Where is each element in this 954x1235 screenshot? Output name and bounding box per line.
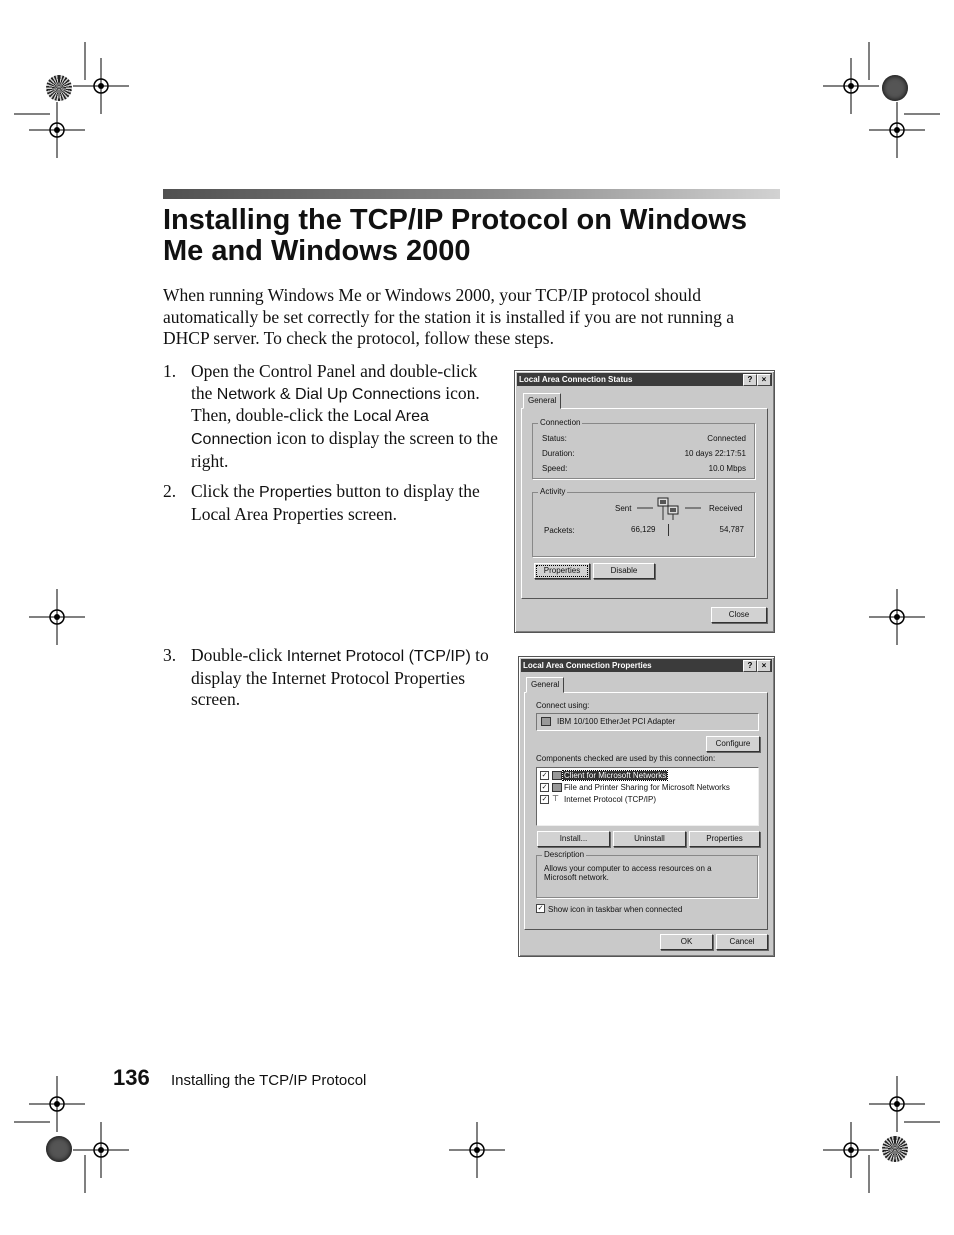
network-adapter-icon xyxy=(541,717,551,726)
connection-properties-dialog xyxy=(518,656,775,957)
component-properties-button[interactable]: Properties xyxy=(689,831,760,847)
step-number: 1. xyxy=(163,361,177,381)
divider xyxy=(668,524,669,536)
adapter-name: IBM 10/100 EtherJet PCI Adapter xyxy=(557,717,676,726)
section-header-bar xyxy=(163,189,780,199)
running-footer-title: Installing the TCP/IP Protocol xyxy=(171,1072,367,1089)
ok-button[interactable]: OK xyxy=(660,934,713,950)
duration-label: Duration: xyxy=(542,449,575,458)
color-wheel-mark xyxy=(882,75,908,101)
help-button[interactable]: ? xyxy=(743,660,757,672)
checkbox[interactable]: ✓ xyxy=(541,796,548,803)
dialog-title: Local Area Connection Status xyxy=(519,375,633,384)
window-close-button[interactable]: × xyxy=(757,374,771,386)
install-button[interactable]: Install... xyxy=(537,831,610,847)
group-label: Activity xyxy=(540,487,566,496)
tab-general[interactable]: General xyxy=(526,677,564,693)
window-close-button[interactable]: × xyxy=(757,660,771,672)
packets-received-value: 54,787 xyxy=(719,525,744,534)
components-list[interactable] xyxy=(536,767,759,826)
step-number: 2. xyxy=(163,481,177,501)
page-title: Installing the TCP/IP Protocol on Windows Me and Windows 2000 xyxy=(163,204,748,267)
color-wheel-mark xyxy=(46,75,72,101)
ui-term: Network & Dial Up Connections xyxy=(216,385,441,403)
uninstall-button[interactable]: Uninstall xyxy=(613,831,686,847)
packets-sent-value: 66,129 xyxy=(631,525,656,534)
close-button[interactable]: Close xyxy=(711,607,767,623)
speed-value: 10.0 Mbps xyxy=(708,464,746,473)
adapter-field xyxy=(536,713,759,731)
protocol-icon: ⊤ xyxy=(552,794,559,803)
ui-term: Local Area Connection xyxy=(191,408,429,449)
client-icon xyxy=(552,771,562,780)
step-2 xyxy=(163,481,498,525)
step-text: icon to display the screen to the right. xyxy=(191,428,498,471)
dialog-title: Local Area Connection Properties xyxy=(523,661,652,670)
cancel-button[interactable]: Cancel xyxy=(716,934,768,950)
checkbox[interactable]: ✓ xyxy=(541,784,548,791)
description-text: Allows your computer to access resources on a Microsoft network. xyxy=(544,864,712,882)
ui-term: Properties xyxy=(259,484,332,501)
group-label: Description xyxy=(544,850,585,859)
components-label: Components checked are used by this connection: xyxy=(536,754,716,763)
component-label: Internet Protocol (TCP/IP) xyxy=(564,795,657,804)
configure-button[interactable]: Configure xyxy=(706,736,760,752)
component-label: Client for Microsoft Networks xyxy=(564,771,667,780)
ui-term: Internet Protocol (TCP/IP) xyxy=(286,648,471,665)
connection-status-dialog xyxy=(514,370,775,633)
packets-label: Packets: xyxy=(544,526,575,535)
help-button[interactable]: ? xyxy=(743,374,757,386)
dialog-titlebar xyxy=(521,659,772,672)
duration-value: 10 days 22:17:51 xyxy=(684,449,746,458)
step-text: Double-click xyxy=(191,645,287,665)
color-wheel-mark xyxy=(46,1136,72,1162)
step-3 xyxy=(163,645,498,711)
list-item[interactable] xyxy=(539,782,754,793)
step-text: to display the Internet Protocol Properties screen. xyxy=(191,645,489,710)
show-icon-label: Show icon in taskbar when connected xyxy=(548,905,683,914)
group-label: Connection xyxy=(540,418,581,427)
step-text: Open the Control Panel and double-click the xyxy=(191,361,478,403)
checkbox[interactable]: ✓ xyxy=(541,772,548,779)
speed-label: Speed: xyxy=(542,464,568,473)
show-icon-checkbox[interactable]: ✓ xyxy=(537,905,544,912)
connect-using-label: Connect using: xyxy=(536,701,590,710)
printer-sharing-icon xyxy=(552,783,562,792)
page-number: 136 xyxy=(113,1065,150,1090)
step-1 xyxy=(163,361,498,473)
status-value: Connected xyxy=(707,434,746,443)
tab-general[interactable]: General xyxy=(523,393,561,409)
intro-paragraph: When running Windows Me or Windows 2000, your TCP/IP protocol should automatically be set correctly for the station it is installed if you are not running a DHCP server. To check the protocol, follow these steps. xyxy=(163,285,735,348)
properties-button[interactable]: Properties xyxy=(534,563,590,579)
list-item[interactable] xyxy=(539,794,754,805)
component-label: File and Printer Sharing for Microsoft Networks xyxy=(564,783,730,792)
status-label: Status: xyxy=(542,434,567,443)
step-text: icon. Then, double-click the xyxy=(191,382,480,426)
step-text: Click the xyxy=(191,481,260,501)
sent-label: Sent xyxy=(615,504,632,513)
step-number: 3. xyxy=(163,645,177,665)
description-group xyxy=(536,850,758,898)
received-label: Received xyxy=(709,504,743,513)
color-wheel-mark xyxy=(882,1136,908,1162)
step-text: button to display the Local Area Properties screen. xyxy=(191,481,480,524)
list-item[interactable] xyxy=(539,770,754,781)
network-activity-icon xyxy=(637,496,709,522)
disable-button[interactable]: Disable xyxy=(593,563,655,579)
dialog-titlebar xyxy=(517,373,772,386)
